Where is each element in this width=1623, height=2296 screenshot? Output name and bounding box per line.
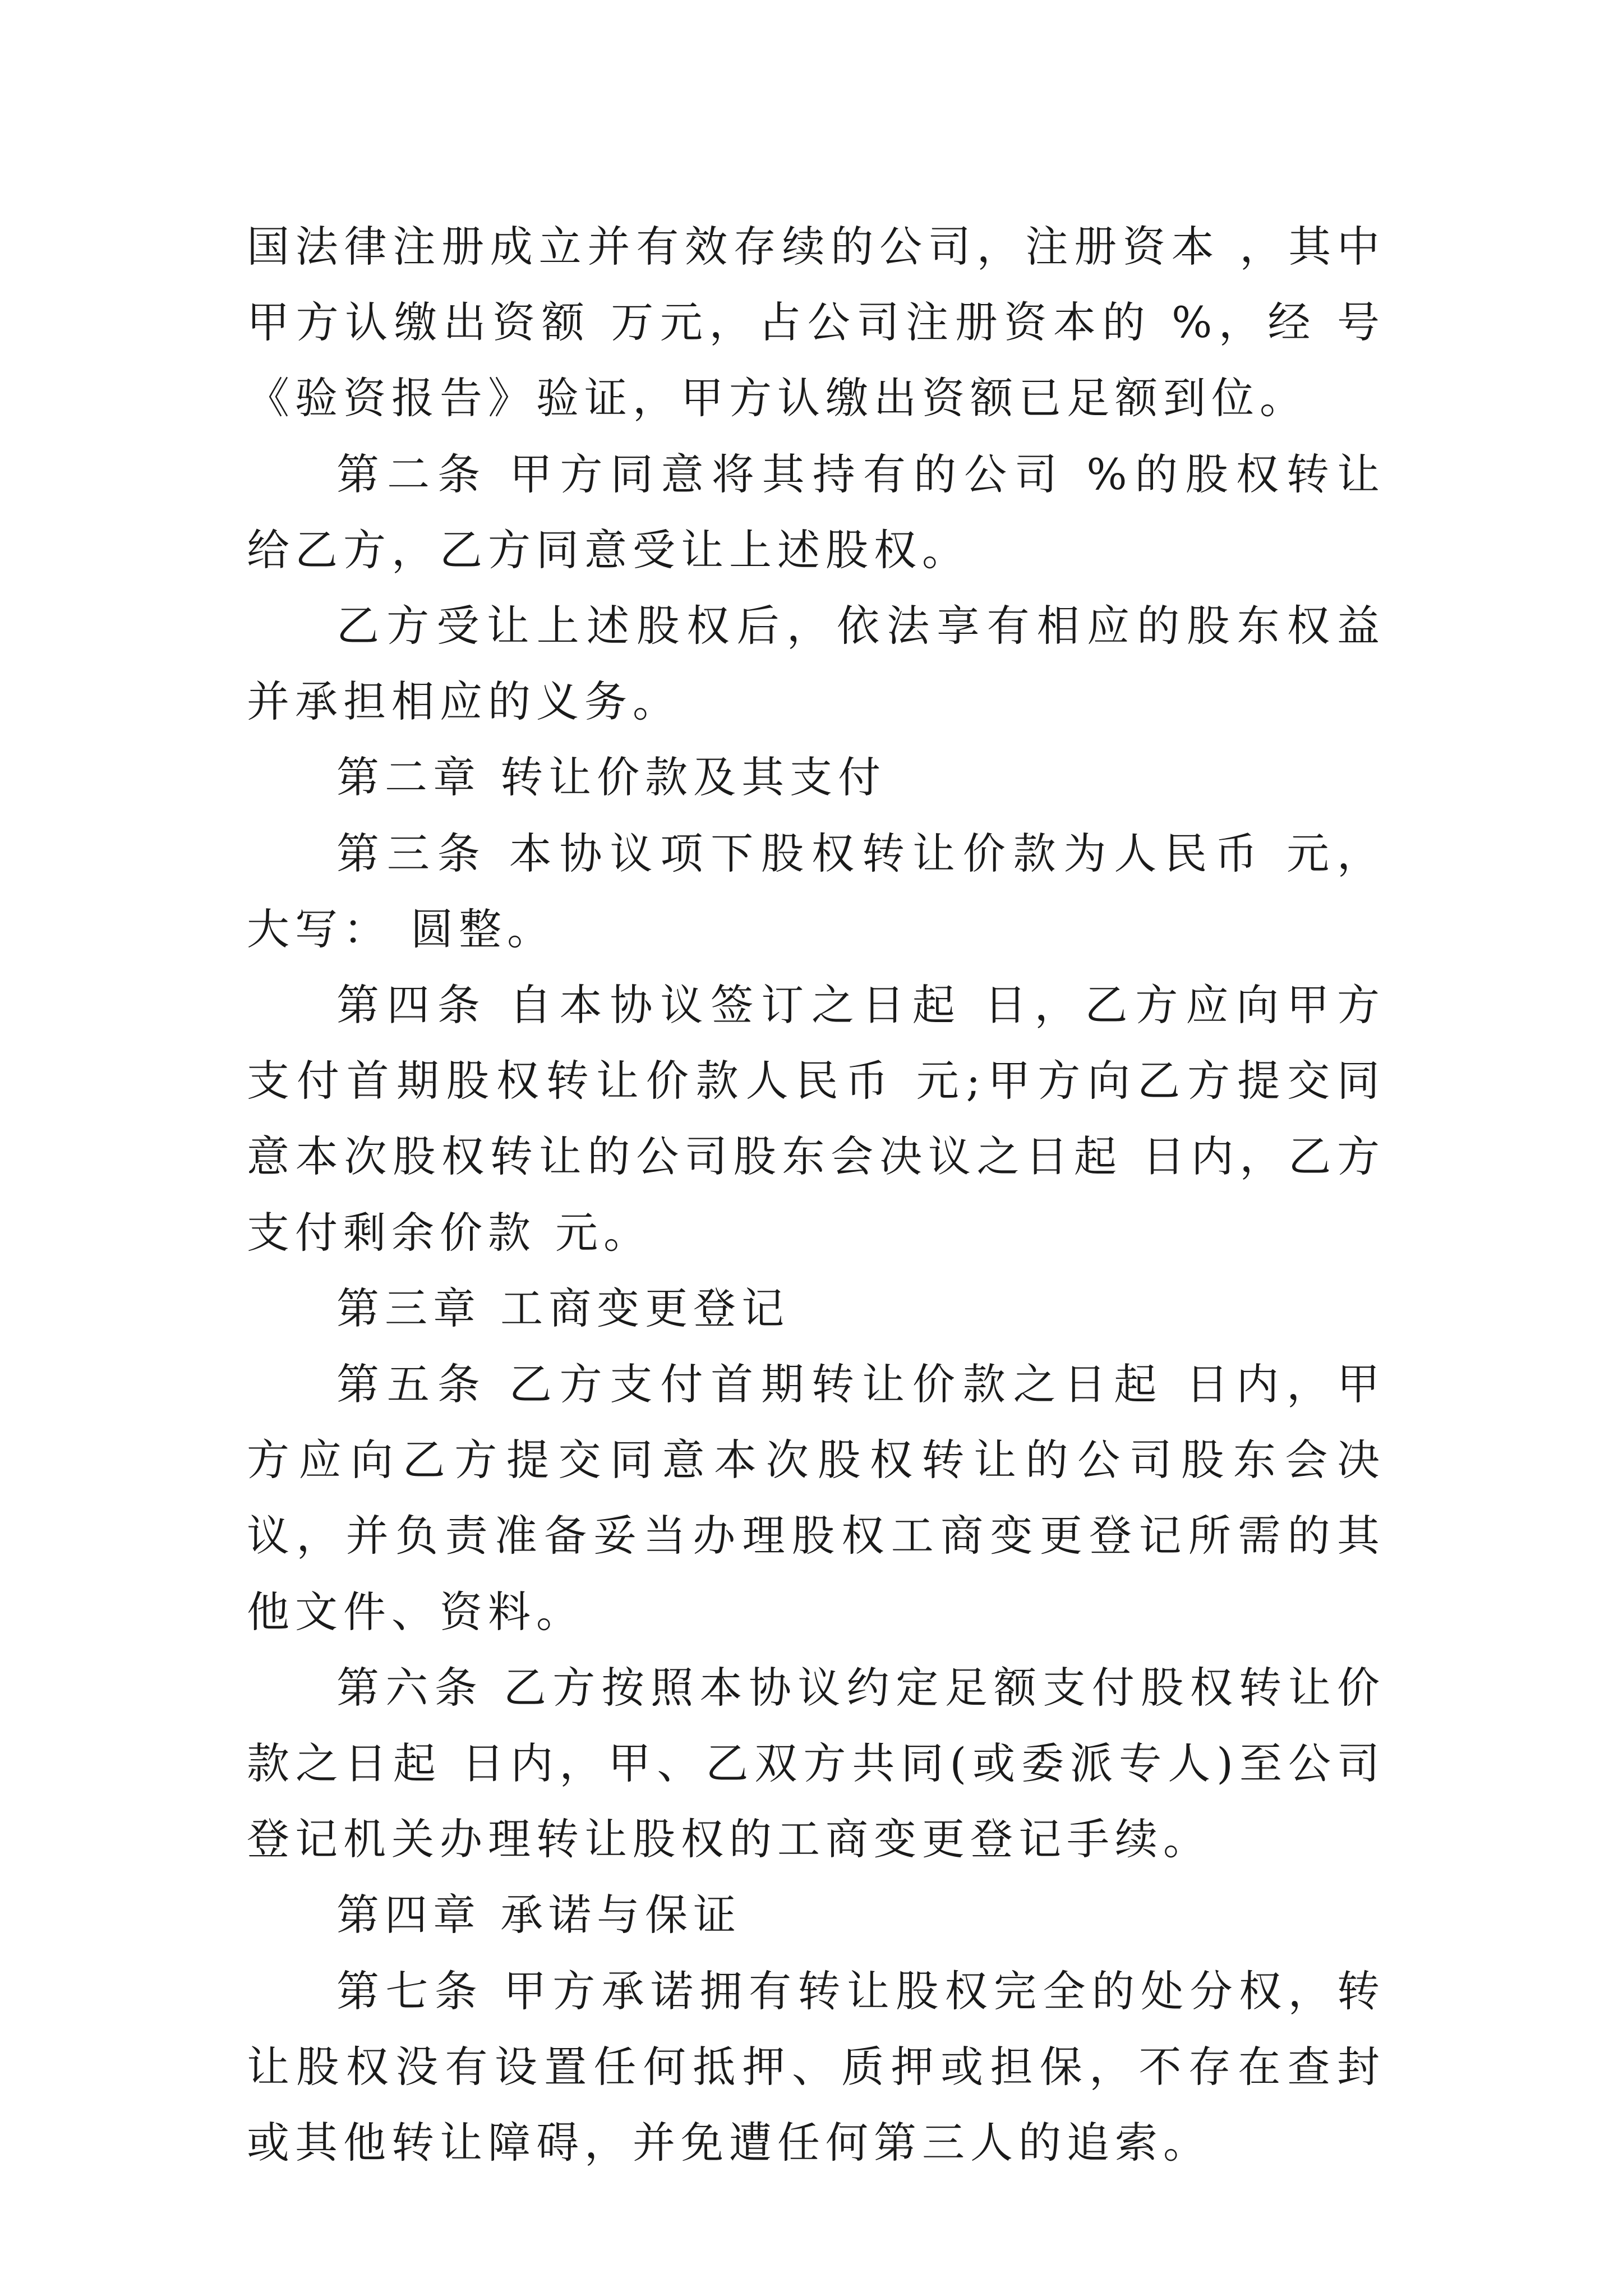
paragraph-article-4: 第四条 自本协议签订之日起 日，乙方应向甲方支付首期股权转让价款人民币 元;甲方向乙方提交同意本次股权转让的公司股东会决议之日起 日内，乙方支付剩余价款 元。 <box>247 980 1385 1258</box>
chapter-4-heading: 第四章 承诺与保证 <box>336 1890 742 1940</box>
paragraph-company-registration: 国法律注册成立并有效存续的公司，注册资本 ，其中甲方认缴出资额 万元，占公司注册资本的 %，经 号《验资报告》验证，甲方认缴出资额已足额到位。 <box>247 222 1385 424</box>
chapter-2-heading: 第二章 转让价款及其支付 <box>336 752 887 803</box>
paragraph-article-7: 第七条 甲方承诺拥有转让股权完全的处分权，转让股权没有设置任何抵押、质押或担保，不存在查封或其他转让障碍，并免遭任何第三人的追索。 <box>247 1966 1385 2168</box>
paragraph-transferee-rights: 乙方受让上述股权后，依法享有相应的股东权益并承担相应的义务。 <box>247 601 1385 727</box>
chapter-3-heading: 第三章 工商变更登记 <box>336 1283 790 1333</box>
paragraph-article-5: 第五条 乙方支付首期转让价款之日起 日内，甲方应向乙方提交同意本次股权转让的公司股东会决议，并负责准备妥当办理股权工商变更登记所需的其他文件、资料。 <box>247 1359 1385 1637</box>
paragraph-article-6: 第六条 乙方按照本协议约定足额支付股权转让价款之日起 日内，甲、乙双方共同(或委派专人)至公司登记机关办理转让股权的工商变更登记手续。 <box>247 1662 1385 1865</box>
paragraph-article-3: 第三条 本协议项下股权转让价款为人民币 元，大写： 圆整。 <box>247 828 1385 954</box>
paragraph-article-2: 第二条 甲方同意将其持有的公司 %的股权转让给乙方，乙方同意受让上述股权。 <box>247 449 1385 575</box>
document-body <box>247 209 1385 2180</box>
